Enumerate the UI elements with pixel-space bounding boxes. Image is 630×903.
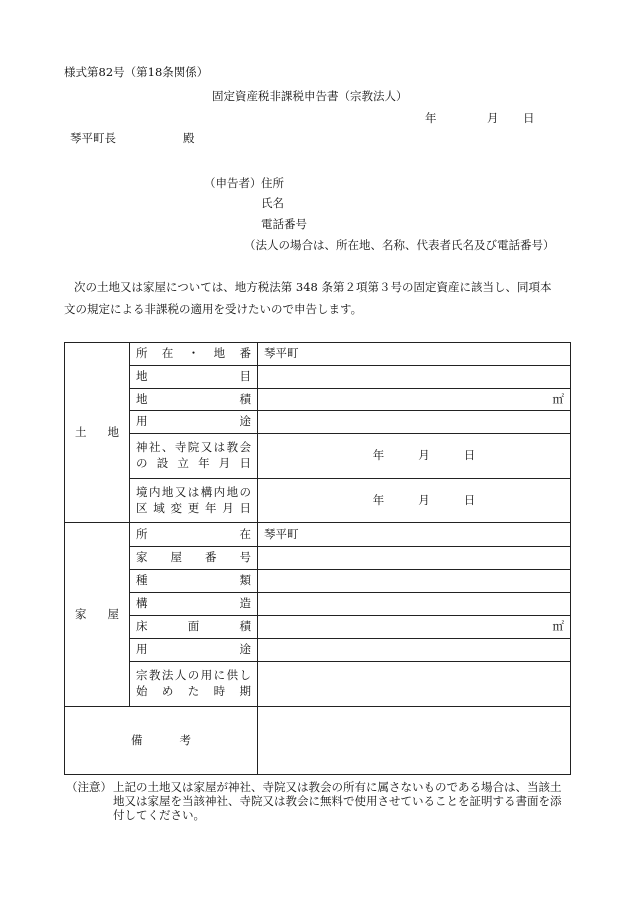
building-field-label <box>130 523 258 547</box>
building-field-label <box>130 593 258 616</box>
declaration-table <box>64 342 571 775</box>
date-unit: 日 <box>463 448 476 463</box>
building-field-label <box>130 662 258 707</box>
building-field-label <box>130 570 258 593</box>
remarks-label-cell <box>65 707 258 775</box>
land-field-value[interactable] <box>258 343 571 366</box>
table-row <box>65 343 571 366</box>
field-label-line: 所 在 <box>136 526 251 541</box>
field-label-line: 神 社 、 寺 院 又 は 教 会 <box>136 440 251 455</box>
land-field-label <box>130 389 258 411</box>
table-row <box>65 479 571 523</box>
date-unit: 日 <box>463 492 476 507</box>
date-placeholder <box>264 449 564 463</box>
table-row <box>65 639 571 662</box>
building-category-label: 家 屋 <box>75 606 119 621</box>
applicant-corporate-note: （法人の場合は、所在地、名称、代表者氏名及び電話番号） <box>244 238 555 252</box>
date-unit: 月 <box>418 448 430 463</box>
area-unit: ㎡ <box>552 391 564 406</box>
honorific: 殿 <box>183 131 195 145</box>
building-field-value[interactable] <box>258 662 571 707</box>
applicant-label: （申告者） <box>204 176 262 190</box>
table-row <box>65 411 571 434</box>
table-row <box>65 434 571 479</box>
table-row <box>65 389 571 411</box>
land-field-label <box>130 366 258 389</box>
applicant-phone-label: 電話番号 <box>261 217 307 231</box>
land-field-label <box>130 479 258 523</box>
table-row <box>65 662 571 707</box>
land-field-value[interactable] <box>258 479 571 523</box>
remarks-row <box>65 707 571 775</box>
statement-line-2: 文の規定による非課税の適用を受けたいので申告します。 <box>64 302 363 316</box>
field-label-line: 用 途 <box>136 642 251 657</box>
table-row <box>65 570 571 593</box>
land-field-value[interactable] <box>258 366 571 389</box>
building-field-value[interactable] <box>258 570 571 593</box>
land-field-label <box>130 411 258 434</box>
field-label-line: 構 造 <box>136 596 251 611</box>
table-row <box>65 366 571 389</box>
note-label: （注意） <box>66 780 112 794</box>
note-text: 上記の土地又は家屋が神社、寺院又は教会の所有に属さないものである場合は、当該土地又は家屋を当該神社、寺院又は教会に無料で使用させていることを証明する書面を添付してください。 <box>113 780 562 822</box>
land-field-label <box>130 434 258 479</box>
land-category-label: 土 地 <box>75 424 119 439</box>
page-title: 固定資産税非課税申告書（宗教法人） <box>212 89 408 103</box>
statement-line-1: 次の土地又は家屋については、地方税法第 348 条第２項第３号の固定資産に該当し、同項本 <box>74 280 552 294</box>
field-label-line: 区 域 変 更 年 月 日 <box>136 500 251 515</box>
remarks-value[interactable] <box>258 707 571 775</box>
building-field-value[interactable] <box>258 616 571 639</box>
table-row <box>65 616 571 639</box>
field-label-line: 用 途 <box>136 414 251 429</box>
applicant-address-label: 住所 <box>261 176 284 190</box>
applicant-name-label: 氏名 <box>261 196 284 210</box>
land-field-value[interactable] <box>258 389 571 411</box>
field-label-line: 地 積 <box>136 391 251 406</box>
date-day-label: 日 <box>523 111 535 125</box>
addressee: 琴平町長 <box>70 131 116 145</box>
field-label-line: 地 目 <box>136 369 251 384</box>
land-field-label <box>130 343 258 366</box>
land-category <box>65 343 130 523</box>
area-unit: ㎡ <box>552 619 564 634</box>
remarks-label: 備 考 <box>131 732 191 747</box>
building-field-label <box>130 547 258 570</box>
table-row <box>65 593 571 616</box>
field-label-line: 境 内 地 又 は 構 内 地 の <box>136 484 251 499</box>
date-month-label: 月 <box>487 111 499 125</box>
field-label-line: 家 屋 番 号 <box>136 550 251 565</box>
table-row <box>65 523 571 547</box>
date-year-label: 年 <box>425 111 437 125</box>
table-row <box>65 547 571 570</box>
building-field-label <box>130 616 258 639</box>
date-unit: 年 <box>372 448 385 463</box>
building-field-value[interactable] <box>258 523 571 547</box>
building-field-value[interactable] <box>258 547 571 570</box>
date-unit: 月 <box>418 492 430 507</box>
form-number: 様式第82号（第18条関係） <box>64 65 209 79</box>
field-label-line: の 設 立 年 月 日 <box>136 456 251 470</box>
building-field-label <box>130 639 258 662</box>
field-label-line: 床 面 積 <box>136 619 251 634</box>
field-label-line: 始 め た 時 期 <box>136 684 251 698</box>
land-field-value[interactable] <box>258 434 571 479</box>
date-unit: 年 <box>372 492 385 507</box>
date-placeholder <box>264 494 564 508</box>
building-field-value[interactable] <box>258 639 571 662</box>
declaration-table-body <box>65 343 571 775</box>
field-label-line: 所 在 ・ 地 番 <box>136 346 251 361</box>
field-label-line: 種 類 <box>136 573 251 588</box>
field-label-line: 宗 教 法 人 の 用 に 供 し <box>136 668 251 683</box>
building-field-value[interactable] <box>258 593 571 616</box>
building-category <box>65 523 130 707</box>
land-field-value[interactable] <box>258 411 571 434</box>
field-value-text: 琴平町 <box>264 526 299 541</box>
field-value-text: 琴平町 <box>264 346 299 361</box>
